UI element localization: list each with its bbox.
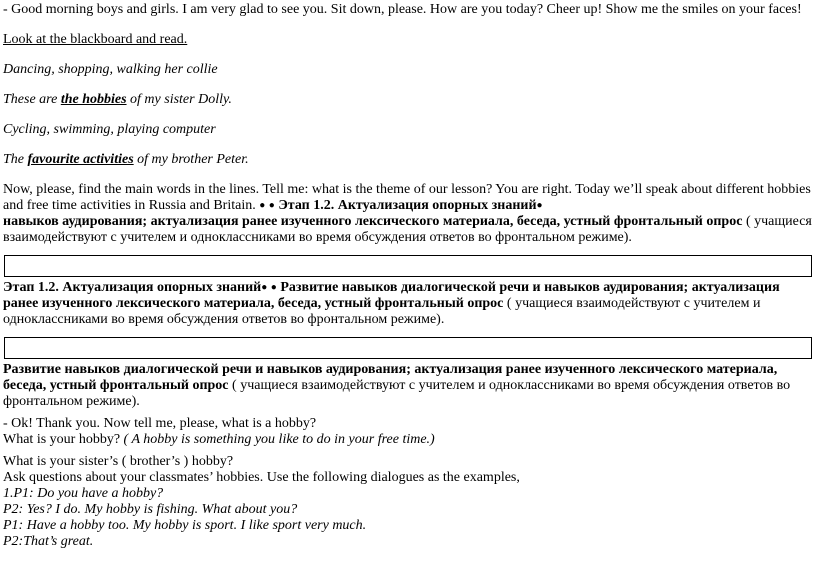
blackboard-line-2 bbox=[3, 92, 812, 108]
stage-paragraph bbox=[3, 280, 812, 328]
bullet-icon: ● bbox=[268, 200, 275, 211]
now-text: Now, please, find the main words in the lines. Tell me: what is the theme of our lesson? You are right. Today we’ll speak about different hobbies and free time activities in Russia and Britain. bbox=[3, 182, 811, 213]
bullet-icon: ● bbox=[536, 200, 543, 211]
question-sister-brother: What is your sister’s ( brother’s ) hobby? bbox=[3, 454, 234, 469]
dialogue-line-2: P2: Yes? I do. My hobby is fishing. What about you? bbox=[3, 502, 298, 517]
skills-text: навыков аудирования; актуализация ранее изученного лексического материала, беседа, устный фронтальный опрос bbox=[3, 214, 743, 229]
instruction-text: Look at the blackboard and read. bbox=[3, 32, 188, 47]
skills-text: Развитие навыков диалогической речи и навыков аудирования; актуализация ранее изученного лексического материала, беседа, устный фронтальный опрос bbox=[3, 280, 780, 311]
table-row-box bbox=[4, 337, 812, 359]
q2-pre: What is your hobby? bbox=[3, 432, 124, 447]
question-your-hobby bbox=[3, 432, 812, 448]
lesson-theme-paragraph bbox=[3, 182, 812, 246]
skills-text: Развитие навыков диалогической речи и навыков аудирования; актуализация ранее изученного лексического материала, беседа, устный фронтальный опрос bbox=[3, 362, 778, 393]
stage-title: Этап 1.2. Актуализация опорных знаний bbox=[3, 280, 262, 295]
line2-pre: These are bbox=[3, 92, 61, 107]
keyword-hobbies: the hobbies bbox=[60, 92, 127, 107]
bullet-icon: ● bbox=[259, 200, 266, 211]
table-row-box bbox=[4, 255, 812, 277]
keyword-favourite-activities: favourite activities bbox=[27, 152, 134, 167]
line4-post: of my brother Peter. bbox=[133, 152, 249, 167]
line2-post: of my sister Dolly. bbox=[126, 92, 232, 107]
note-text: ( учащиеся взаимодействуют с учителем и одноклассниками во время обсуждения ответов во фронтальном режиме). bbox=[3, 296, 761, 327]
blackboard-line-4 bbox=[3, 152, 812, 168]
document-page bbox=[0, 2, 816, 562]
note-text: ( учащиеся взаимодействуют с учителем и одноклассниками во время обсуждения ответов во фронтальном режиме). bbox=[3, 214, 812, 245]
note-text: ( учащиеся взаимодействуют с учителем и одноклассниками во время обсуждения ответов во фронтальном режиме). bbox=[3, 378, 791, 409]
bullet-icon: ● bbox=[270, 282, 277, 293]
hobby-definition: ( A hobby is something you like to do in your free time.) bbox=[123, 432, 435, 447]
greeting-text: - Good morning boys and girls. I am very glad to see you. Sit down, please. How are you today? Cheer up! Show me the smiles on your faces! bbox=[3, 2, 802, 17]
dialogue-line-3: P1: Have a hobby too. My hobby is sport. I like sport very much. bbox=[3, 518, 367, 533]
blackboard-line-3: Cycling, swimming, playing computer bbox=[3, 122, 216, 137]
blackboard-line-1: Dancing, shopping, walking her collie bbox=[3, 62, 218, 77]
dialogue-line-4: P2:That’s great. bbox=[3, 534, 94, 549]
question-hobby: - Ok! Thank you. Now tell me, please, what is a hobby? bbox=[3, 416, 317, 431]
skills-paragraph bbox=[3, 362, 812, 410]
bullet-icon: ● bbox=[261, 282, 268, 293]
task-instruction: Ask questions about your classmates’ hobbies. Use the following dialogues as the examples, bbox=[3, 470, 520, 485]
stage-title: Этап 1.2. Актуализация опорных знаний bbox=[278, 198, 537, 213]
line4-pre: The bbox=[3, 152, 28, 167]
dialogue-line-1: 1.P1: Do you have a hobby? bbox=[3, 486, 164, 501]
